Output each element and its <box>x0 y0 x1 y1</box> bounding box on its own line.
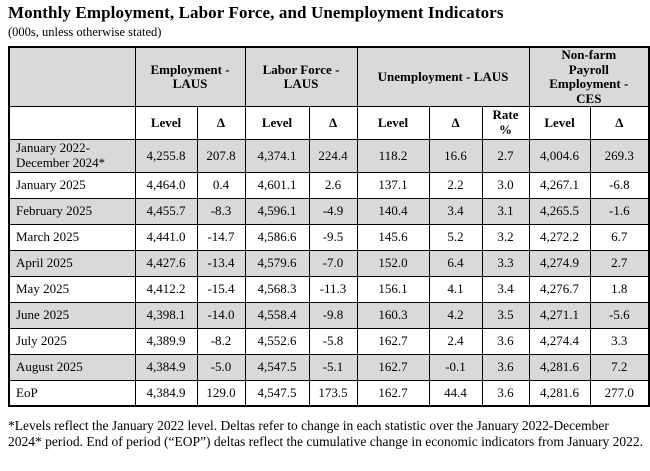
row-period-label: May 2025 <box>9 276 135 302</box>
cell-value: 4,427.6 <box>135 250 197 276</box>
cell-value: 3.3 <box>482 250 529 276</box>
table-header <box>9 47 649 140</box>
cell-value: 4,384.9 <box>135 354 197 380</box>
cell-value: 4,255.8 <box>135 140 197 173</box>
cell-value: -5.6 <box>590 302 649 328</box>
indicators-table <box>8 46 650 407</box>
cell-value: 16.6 <box>429 140 482 173</box>
table-row <box>9 140 649 173</box>
cell-value: 1.8 <box>590 276 649 302</box>
table-row <box>9 276 649 302</box>
cell-value: 4,384.9 <box>135 380 197 406</box>
group-header-nonfarm-payroll-ces: Non-farm Payroll Employment - CES <box>529 47 649 107</box>
cell-value: 0.4 <box>197 172 245 198</box>
cell-value: 4,389.9 <box>135 328 197 354</box>
cell-value: 4,274.4 <box>529 328 590 354</box>
table-row <box>9 198 649 224</box>
cell-value: 4,265.5 <box>529 198 590 224</box>
cell-value: 173.5 <box>309 380 357 406</box>
col-header-ces-delta: Δ <box>590 107 649 140</box>
cell-value: 4,568.3 <box>245 276 309 302</box>
cell-value: 4,558.4 <box>245 302 309 328</box>
cell-value: 6.4 <box>429 250 482 276</box>
group-header-unemployment-laus: Unemployment - LAUS <box>357 47 529 107</box>
cell-value: -5.0 <box>197 354 245 380</box>
cell-value: 4,579.6 <box>245 250 309 276</box>
cell-value: 162.7 <box>357 380 429 406</box>
column-header-row <box>9 107 649 140</box>
col-header-employment-delta: Δ <box>197 107 245 140</box>
col-header-ces-level: Level <box>529 107 590 140</box>
cell-value: -14.7 <box>197 224 245 250</box>
col-header-unemployment-rate: Rate % <box>482 107 529 140</box>
cell-value: 269.3 <box>590 140 649 173</box>
cell-value: 140.4 <box>357 198 429 224</box>
cell-value: -11.3 <box>309 276 357 302</box>
cell-value: 3.1 <box>482 198 529 224</box>
row-period-label: January 2022-December 2024* <box>9 140 135 173</box>
cell-value: -9.5 <box>309 224 357 250</box>
cell-value: 2.2 <box>429 172 482 198</box>
group-header-row <box>9 47 649 107</box>
col-header-labor-force-level: Level <box>245 107 309 140</box>
cell-value: 4,274.9 <box>529 250 590 276</box>
cell-value: 4,464.0 <box>135 172 197 198</box>
cell-value: 207.8 <box>197 140 245 173</box>
cell-value: 4,398.1 <box>135 302 197 328</box>
cell-value: 2.7 <box>482 140 529 173</box>
cell-value: 5.2 <box>429 224 482 250</box>
cell-value: 3.2 <box>482 224 529 250</box>
cell-value: -6.8 <box>590 172 649 198</box>
cell-value: 3.4 <box>482 276 529 302</box>
group-header-labor-force-laus: Labor Force - LAUS <box>245 47 357 107</box>
cell-value: 3.6 <box>482 380 529 406</box>
table-row <box>9 224 649 250</box>
cell-value: 2.4 <box>429 328 482 354</box>
cell-value: 4,441.0 <box>135 224 197 250</box>
footnote: *Levels reflect the January 2022 level. Deltas refer to change in each statistic over the January 2022-December 2024* period. End of period (“EOP”) deltas reflect the cumulative change in economic indicators from January 2022. <box>8 418 644 450</box>
cell-value: 3.5 <box>482 302 529 328</box>
cell-value: 152.0 <box>357 250 429 276</box>
cell-value: 4,547.5 <box>245 380 309 406</box>
cell-value: 4,281.6 <box>529 380 590 406</box>
cell-value: -8.2 <box>197 328 245 354</box>
cell-value: 4,281.6 <box>529 354 590 380</box>
table-row <box>9 328 649 354</box>
cell-value: 4,267.1 <box>529 172 590 198</box>
cell-value: 4,272.2 <box>529 224 590 250</box>
cell-value: 44.4 <box>429 380 482 406</box>
cell-value: 3.4 <box>429 198 482 224</box>
row-period-label: February 2025 <box>9 198 135 224</box>
cell-value: 162.7 <box>357 328 429 354</box>
cell-value: 4,596.1 <box>245 198 309 224</box>
cell-value: -1.6 <box>590 198 649 224</box>
cell-value: 160.3 <box>357 302 429 328</box>
corner-cell <box>9 107 135 140</box>
cell-value: 3.0 <box>482 172 529 198</box>
row-period-label: EoP <box>9 380 135 406</box>
cell-value: -14.0 <box>197 302 245 328</box>
cell-value: 4,547.5 <box>245 354 309 380</box>
cell-value: 3.6 <box>482 328 529 354</box>
row-period-label: April 2025 <box>9 250 135 276</box>
cell-value: 162.7 <box>357 354 429 380</box>
cell-value: 4.1 <box>429 276 482 302</box>
row-period-label: July 2025 <box>9 328 135 354</box>
page-title: Monthly Employment, Labor Force, and Unemployment Indicators <box>8 3 504 22</box>
cell-value: -5.1 <box>309 354 357 380</box>
table-body <box>9 140 649 407</box>
group-header-employment-laus: Employment - LAUS <box>135 47 245 107</box>
cell-value: 4,276.7 <box>529 276 590 302</box>
table-row <box>9 302 649 328</box>
table-row <box>9 250 649 276</box>
row-period-label: August 2025 <box>9 354 135 380</box>
col-header-unemployment-delta: Δ <box>429 107 482 140</box>
cell-value: -0.1 <box>429 354 482 380</box>
cell-value: 6.7 <box>590 224 649 250</box>
cell-value: 129.0 <box>197 380 245 406</box>
cell-value: 224.4 <box>309 140 357 173</box>
cell-value: -13.4 <box>197 250 245 276</box>
cell-value: 137.1 <box>357 172 429 198</box>
col-header-employment-level: Level <box>135 107 197 140</box>
cell-value: 156.1 <box>357 276 429 302</box>
cell-value: 7.2 <box>590 354 649 380</box>
cell-value: 4,552.6 <box>245 328 309 354</box>
cell-value: 3.6 <box>482 354 529 380</box>
table-row <box>9 354 649 380</box>
cell-value: 145.6 <box>357 224 429 250</box>
cell-value: 2.7 <box>590 250 649 276</box>
cell-value: 3.3 <box>590 328 649 354</box>
row-period-label: January 2025 <box>9 172 135 198</box>
cell-value: 4,271.1 <box>529 302 590 328</box>
col-header-labor-force-delta: Δ <box>309 107 357 140</box>
row-period-label: June 2025 <box>9 302 135 328</box>
table-row <box>9 380 649 406</box>
cell-value: -15.4 <box>197 276 245 302</box>
corner-cell <box>9 47 135 107</box>
row-period-label: March 2025 <box>9 224 135 250</box>
cell-value: -7.0 <box>309 250 357 276</box>
col-header-unemployment-level: Level <box>357 107 429 140</box>
cell-value: 4,412.2 <box>135 276 197 302</box>
cell-value: 2.6 <box>309 172 357 198</box>
cell-value: 4,455.7 <box>135 198 197 224</box>
cell-value: -4.9 <box>309 198 357 224</box>
table-row <box>9 172 649 198</box>
cell-value: 118.2 <box>357 140 429 173</box>
cell-value: -8.3 <box>197 198 245 224</box>
cell-value: -9.8 <box>309 302 357 328</box>
cell-value: 4,601.1 <box>245 172 309 198</box>
cell-value: 4,374.1 <box>245 140 309 173</box>
page-subtitle: (000s, unless otherwise stated) <box>8 25 162 39</box>
cell-value: 4,586.6 <box>245 224 309 250</box>
cell-value: 4.2 <box>429 302 482 328</box>
cell-value: 4,004.6 <box>529 140 590 173</box>
cell-value: 277.0 <box>590 380 649 406</box>
cell-value: -5.8 <box>309 328 357 354</box>
